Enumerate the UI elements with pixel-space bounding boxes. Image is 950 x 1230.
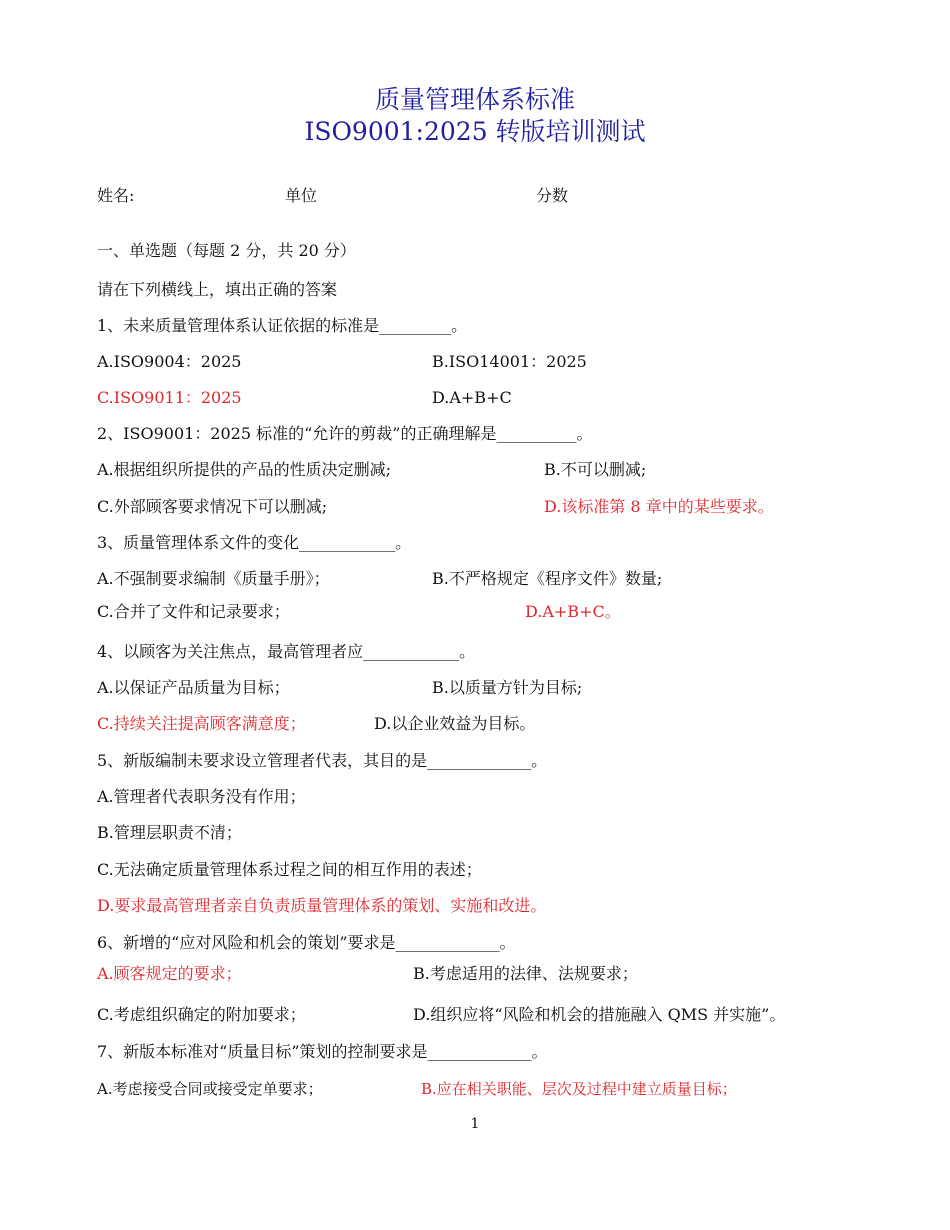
correct-option: A.顾客规定的要求；: [97, 964, 242, 983]
correct-option: C.持续关注提高顾客满意度；: [97, 714, 306, 733]
section-heading: 一、单选题（每题 2 分，共 20 分）: [97, 241, 356, 260]
option: B.考虑适用的法律、法规要求；: [413, 964, 638, 983]
correct-option: D.A+B+C。: [525, 602, 621, 621]
correct-option: C.ISO9011：2025: [97, 388, 242, 407]
option: D.组织应将“风险和机会的措施融入 QMS 并实施”。: [413, 1005, 786, 1024]
option: A.不强制要求编制《质量手册》；: [97, 569, 330, 588]
option: B.管理层职责不清；: [97, 823, 242, 842]
question-stem: 6、新增的“应对风险和机会的策划”要求是_____________。: [97, 933, 516, 952]
correct-option: D.该标准第 8 章中的某些要求。: [544, 497, 774, 516]
question-stem: 5、新版编制未要求设立管理者代表，其目的是_____________。: [97, 751, 548, 770]
option: B.ISO14001：2025: [432, 352, 587, 371]
option: A.考虑接受合同或接受定单要求；: [97, 1080, 323, 1098]
question-stem: 7、新版本标准对“质量目标”策划的控制要求是_____________。: [97, 1042, 548, 1061]
option: A.管理者代表职务没有作用；: [97, 787, 306, 806]
question-stem: 2、ISO9001：2025 标准的“允许的剪裁”的正确理解是__________。: [97, 424, 593, 443]
option: B.以质量方针为目标;: [432, 678, 583, 697]
doc-title: 质量管理体系标准: [374, 85, 575, 114]
option: C.考虑组织确定的附加要求；: [97, 1005, 306, 1024]
option: D.A+B+C: [432, 388, 512, 407]
option: C.合并了文件和记录要求；: [97, 602, 290, 621]
name-label: 姓名:: [97, 186, 135, 205]
option: D.以企业效益为目标。: [374, 714, 536, 733]
option: A.以保证产品质量为目标；: [97, 678, 290, 697]
option: B.不严格规定《程序文件》数量;: [432, 569, 663, 588]
section-instruction: 请在下列横线上，填出正确的答案: [97, 280, 338, 299]
question-stem: 3、质量管理体系文件的变化____________。: [97, 533, 412, 552]
option: C.无法确定质量管理体系过程之间的相互作用的表述；: [97, 860, 482, 879]
question-stem: 1、未来质量管理体系认证依据的标准是_________。: [97, 316, 468, 335]
doc-subtitle: ISO9001:2025 转版培训测试: [304, 117, 646, 146]
option: C.外部顾客要求情况下可以删减;: [97, 497, 328, 516]
option: A.ISO9004：2025: [97, 352, 242, 371]
score-label: 分数: [536, 186, 569, 205]
correct-option: B.应在相关职能、层次及过程中建立质量目标；: [421, 1080, 737, 1098]
option: B.不可以删减;: [544, 460, 647, 479]
correct-option: D.要求最高管理者亲自负责质量管理体系的策划、实施和改进。: [97, 896, 547, 915]
option: A.根据组织所提供的产品的性质决定删减;: [97, 460, 392, 479]
unit-label: 单位: [285, 186, 318, 205]
page-number: 1: [470, 1116, 480, 1132]
question-stem: 4、以顾客为关注焦点，最高管理者应____________。: [97, 642, 476, 661]
